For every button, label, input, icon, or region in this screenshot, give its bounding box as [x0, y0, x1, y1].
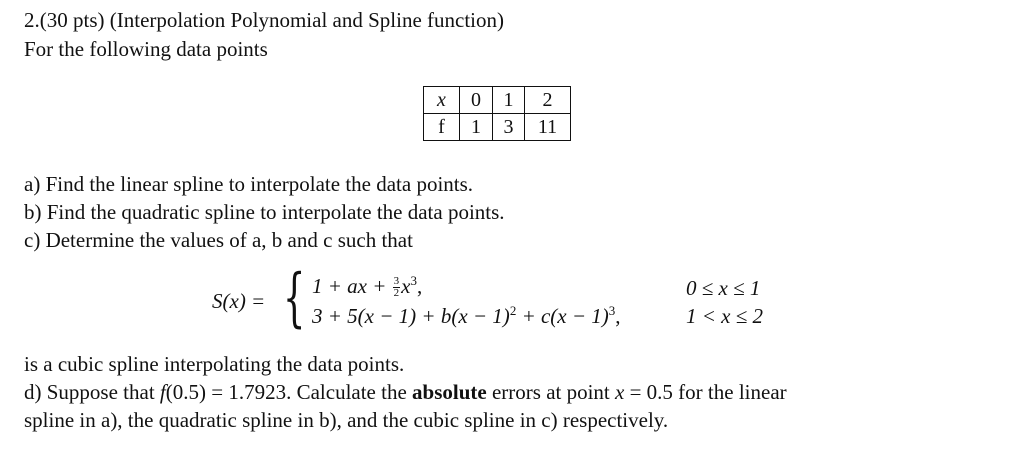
table-cell: 0: [460, 87, 493, 114]
piece2-exponent-a: 2: [509, 303, 517, 318]
problem-intro: For the following data points: [24, 37, 268, 61]
piece1-expr-prefix: 1 + ax +: [312, 274, 392, 298]
part-d-var: x: [615, 380, 625, 404]
data-points-table: [423, 86, 571, 141]
piece2-expr-a: 3 + 5(x − 1) + b(x − 1): [312, 304, 510, 328]
problem-title: 2.(30 pts) (Interpolation Polynomial and Spline function): [24, 8, 505, 32]
part-d-func: f: [159, 380, 166, 404]
table-cell: 1: [460, 114, 493, 141]
part-d-bold-word: absolute: [412, 380, 487, 404]
part-d-prefix: d) Suppose that: [24, 380, 160, 404]
table-cell: 3: [493, 114, 525, 141]
part-d-suffix-a: errors at point: [486, 380, 616, 404]
spline-piece-2: [312, 303, 621, 328]
part-b-text: b) Find the quadratic spline to interpolate the data points.: [24, 200, 505, 224]
piece1-exponent: 3: [410, 273, 417, 288]
table-row-x: [424, 87, 571, 114]
spline-lhs: S(x) =: [212, 289, 266, 313]
fraction: [393, 276, 401, 299]
spline-piece-1: [312, 273, 423, 299]
after-formula-text: is a cubic spline interpolating the data points.: [24, 352, 405, 376]
left-brace-symbol: {: [283, 261, 306, 335]
piece1-comma: ,: [417, 274, 423, 298]
fraction-denominator: 2: [393, 287, 400, 299]
table-cell: 2: [525, 87, 571, 114]
table-row-f: [424, 114, 571, 141]
part-c-text: c) Determine the values of a, b and c such that: [24, 228, 413, 252]
piece2-expr-b: + c(x − 1): [516, 304, 609, 328]
part-d-suffix-b: = 0.5 for the linear: [624, 380, 787, 404]
piece2-exponent-b: 3: [608, 303, 616, 318]
part-a-text: a) Find the linear spline to interpolate the data points.: [24, 172, 474, 196]
part-d-mid: (0.5) = 1.7923. Calculate the: [165, 380, 413, 404]
table-cell: 1: [493, 87, 525, 114]
fraction-numerator: 3: [393, 275, 400, 287]
spline-piece-1-condition: 0 ≤ x ≤ 1: [686, 276, 761, 300]
part-d-line-2: spline in a), the quadratic spline in b), and the cubic spline in c) respectively.: [24, 408, 669, 432]
table-header-x: x: [424, 87, 460, 114]
spline-piece-2-condition: 1 < x ≤ 2: [686, 304, 764, 328]
piece2-comma: ,: [615, 304, 621, 328]
table-header-f: f: [424, 114, 460, 141]
table-cell: 11: [525, 114, 571, 141]
part-d-line-1: [24, 382, 787, 403]
piece1-var: x: [401, 274, 411, 298]
